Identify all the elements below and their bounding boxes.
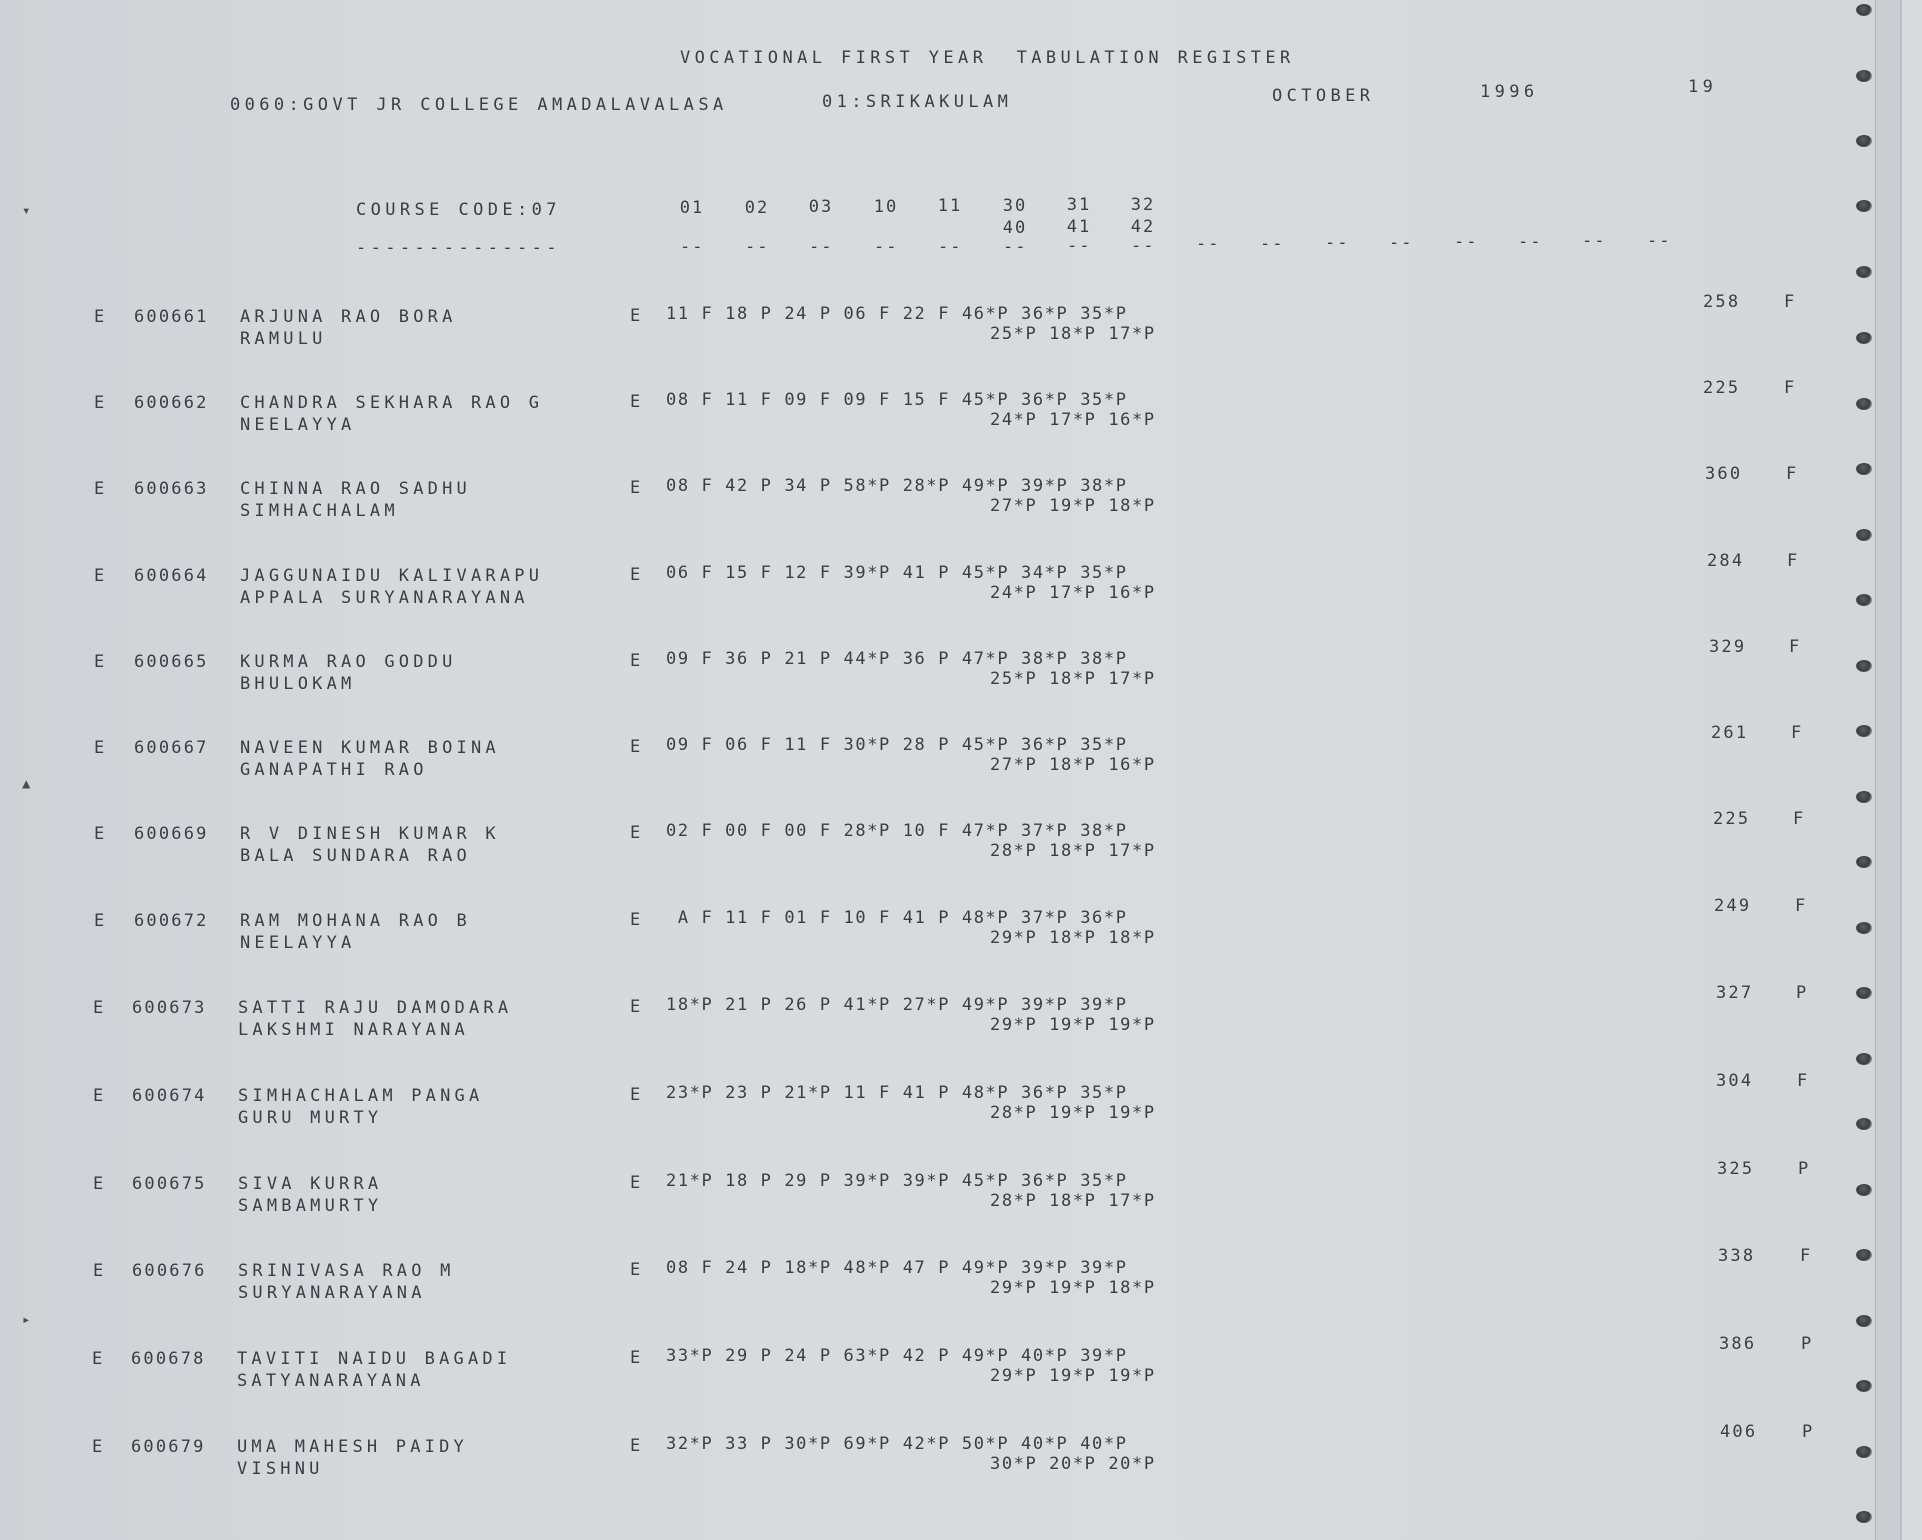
student-name: SATTI RAJU DAMODARA: [238, 998, 513, 1018]
marks-line2: 25*P 18*P 17*P: [990, 324, 1156, 344]
student-name: KURMA RAO GODDU: [240, 652, 457, 672]
student-row: [0, 1422, 1900, 1504]
course-code: COURSE CODE:07: [356, 200, 561, 220]
student-row: [0, 464, 1900, 546]
medium-code: E: [93, 1261, 106, 1281]
marks-line1: 09 F 36 P 21 P 44*P 36 P 47*P 38*P 38*P: [666, 649, 1128, 669]
subject-code-second: 42: [1130, 217, 1156, 237]
exam-medium: E: [630, 306, 643, 326]
margin-arrow-icon: ▾: [22, 203, 31, 219]
marks-line2: 29*P 19*P 19*P: [990, 1366, 1156, 1386]
feed-hole: [1856, 200, 1872, 212]
student-name: TAVITI NAIDU BAGADI: [237, 1349, 512, 1369]
student-row: [0, 378, 1900, 460]
roll-number: 600679: [131, 1437, 206, 1457]
student-row: [0, 983, 1900, 1065]
result-status: F: [1793, 809, 1806, 829]
result-status: F: [1789, 637, 1802, 657]
student-row: [0, 723, 1900, 805]
subject-code: 31: [1066, 195, 1092, 215]
roll-number: 600678: [131, 1349, 206, 1369]
column-dash: --: [745, 237, 770, 257]
marks-line1: 06 F 15 F 12 F 39*P 41 P 45*P 34*P 35*P: [666, 563, 1128, 583]
subject-code-second: 41: [1066, 217, 1092, 237]
result-status: P: [1801, 1334, 1814, 1354]
subject-code: 10: [873, 197, 899, 217]
marks-line1: 11 F 18 P 24 P 06 F 22 F 46*P 36*P 35*P: [666, 304, 1128, 324]
student-row: [0, 637, 1900, 719]
father-name: GURU MURTY: [238, 1108, 383, 1128]
subject-code: 30: [1002, 196, 1028, 216]
marks-line1: 18*P 21 P 26 P 41*P 27*P 49*P 39*P 39*P: [666, 995, 1128, 1015]
total-marks: 304: [1716, 1071, 1754, 1091]
father-name: BHULOKAM: [240, 674, 356, 694]
student-name: CHANDRA SEKHARA RAO G: [240, 393, 544, 413]
student-name: ARJUNA RAO BORA: [240, 307, 457, 327]
total-marks: 249: [1714, 896, 1752, 916]
father-name: NEELAYYA: [240, 933, 356, 953]
father-name: SATYANARAYANA: [237, 1371, 425, 1391]
exam-medium: E: [630, 1085, 643, 1105]
marks-line2: 29*P 19*P 18*P: [990, 1278, 1156, 1298]
result-status: F: [1797, 1071, 1810, 1091]
total-marks: 338: [1718, 1246, 1756, 1266]
marks-line2: 24*P 17*P 16*P: [990, 410, 1156, 430]
result-status: F: [1786, 464, 1799, 484]
result-status: F: [1800, 1246, 1813, 1266]
medium-code: E: [94, 652, 107, 672]
student-name: RAM MOHANA RAO B: [240, 911, 471, 931]
subject-code: 32: [1130, 195, 1156, 215]
exam-medium: E: [630, 823, 643, 843]
roll-number: 600665: [134, 652, 209, 672]
father-name: BALA SUNDARA RAO: [240, 846, 471, 866]
roll-number: 600672: [134, 911, 209, 931]
total-marks: 360: [1705, 464, 1743, 484]
student-name: SRINIVASA RAO M: [238, 1261, 455, 1281]
total-marks: 325: [1717, 1159, 1755, 1179]
total-marks: 329: [1709, 637, 1747, 657]
marks-line1: 08 F 11 F 09 F 09 F 15 F 45*P 36*P 35*P: [666, 390, 1128, 410]
medium-code: E: [93, 1174, 106, 1194]
medium-code: E: [94, 738, 107, 758]
marks-line2: 28*P 18*P 17*P: [990, 1191, 1156, 1211]
exam-medium: E: [630, 651, 643, 671]
student-row: [0, 1071, 1900, 1153]
medium-code: E: [93, 998, 106, 1018]
father-name: APPALA SURYANARAYANA: [240, 588, 529, 608]
feed-hole: [1856, 463, 1872, 475]
student-row: [0, 292, 1900, 374]
father-name: LAKSHMI NARAYANA: [238, 1020, 469, 1040]
subject-code: 02: [744, 198, 770, 218]
marks-line1: 09 F 06 F 11 F 30*P 28 P 45*P 36*P 35*P: [666, 735, 1128, 755]
column-dash: --: [809, 237, 834, 257]
feed-hole: [1856, 266, 1872, 278]
total-marks: 284: [1707, 551, 1745, 571]
feed-hole: [1856, 1511, 1872, 1523]
father-name: SIMHACHALAM: [240, 501, 399, 521]
father-name: RAMULU: [240, 329, 327, 349]
student-row: [0, 809, 1900, 891]
college-name: 0060:GOVT JR COLLEGE AMADALAVALASA: [230, 95, 728, 115]
marks-line1: 33*P 29 P 24 P 63*P 42 P 49*P 40*P 39*P: [666, 1346, 1128, 1366]
result-status: F: [1787, 551, 1800, 571]
exam-medium: E: [630, 1260, 643, 1280]
total-marks: 225: [1713, 809, 1751, 829]
margin-arrow-icon: ▸: [22, 1312, 31, 1328]
exam-medium: E: [630, 910, 643, 930]
total-marks: 225: [1703, 378, 1741, 398]
feed-hole: [1856, 135, 1872, 147]
marks-line2: 29*P 19*P 19*P: [990, 1015, 1156, 1035]
total-marks: 406: [1720, 1422, 1758, 1442]
student-row: [0, 1159, 1900, 1241]
feed-hole: [1856, 70, 1872, 82]
roll-number: 600661: [134, 307, 209, 327]
roll-number: 600663: [134, 479, 209, 499]
student-name: NAVEEN KUMAR BOINA: [240, 738, 500, 758]
district-name: 01:SRIKAKULAM: [822, 92, 1013, 112]
medium-code: E: [94, 307, 107, 327]
register-title: VOCATIONAL FIRST YEAR TABULATION REGISTER: [680, 48, 1295, 68]
exam-medium: E: [630, 478, 643, 498]
column-dash: --: [1389, 233, 1414, 253]
medium-code: E: [92, 1349, 105, 1369]
marks-line2: 30*P 20*P 20*P: [990, 1454, 1156, 1474]
column-dash: --: [938, 237, 963, 257]
roll-number: 600673: [132, 998, 207, 1018]
result-status: F: [1795, 896, 1808, 916]
marks-line2: 24*P 17*P 16*P: [990, 583, 1156, 603]
result-status: P: [1798, 1159, 1811, 1179]
marks-line2: 25*P 18*P 17*P: [990, 669, 1156, 689]
roll-number: 600664: [134, 566, 209, 586]
result-status: P: [1802, 1422, 1815, 1442]
marks-line1: 23*P 23 P 21*P 11 F 41 P 48*P 36*P 35*P: [666, 1083, 1128, 1103]
father-name: SURYANARAYANA: [238, 1283, 426, 1303]
column-dash: --: [1325, 233, 1350, 253]
marks-line2: 27*P 19*P 18*P: [990, 496, 1156, 516]
result-status: F: [1784, 378, 1797, 398]
column-dash: --: [1518, 232, 1543, 252]
father-name: GANAPATHI RAO: [240, 760, 428, 780]
medium-code: E: [92, 1437, 105, 1457]
marks-line1: 08 F 24 P 18*P 48*P 47 P 49*P 39*P 39*P: [666, 1258, 1128, 1278]
total-marks: 386: [1719, 1334, 1757, 1354]
column-dash: --: [1196, 234, 1221, 254]
student-name: JAGGUNAIDU KALIVARAPU: [240, 566, 544, 586]
marks-line1: 02 F 00 F 00 F 28*P 10 F 47*P 37*P 38*P: [666, 821, 1128, 841]
column-dash: --: [680, 237, 705, 257]
column-dash: --: [1260, 234, 1285, 254]
exam-medium: E: [630, 997, 643, 1017]
exam-year: 1996: [1480, 82, 1539, 102]
medium-code: E: [94, 393, 107, 413]
page-number: 19: [1688, 77, 1718, 97]
medium-code: E: [94, 824, 107, 844]
marks-line2: 29*P 18*P 18*P: [990, 928, 1156, 948]
feed-hole: [1856, 4, 1872, 16]
result-status: P: [1796, 983, 1809, 1003]
student-row: [0, 1246, 1900, 1328]
roll-number: 600669: [134, 824, 209, 844]
column-dash: --: [1067, 236, 1092, 256]
exam-medium: E: [630, 1348, 643, 1368]
student-name: R V DINESH KUMAR K: [240, 824, 500, 844]
student-name: UMA MAHESH PAIDY: [237, 1437, 468, 1457]
roll-number: 600674: [132, 1086, 207, 1106]
subject-code: 11: [937, 196, 963, 216]
result-status: F: [1784, 292, 1797, 312]
total-marks: 327: [1716, 983, 1754, 1003]
exam-month: OCTOBER: [1272, 86, 1375, 106]
medium-code: E: [94, 911, 107, 931]
subject-code-second: 40: [1002, 218, 1028, 238]
column-dash: --: [874, 237, 899, 257]
marks-line1: 32*P 33 P 30*P 69*P 42*P 50*P 40*P 40*P: [666, 1434, 1128, 1454]
exam-medium: E: [630, 565, 643, 585]
student-row: [0, 1334, 1900, 1416]
total-marks: 258: [1703, 292, 1741, 312]
marks-line2: 28*P 18*P 17*P: [990, 841, 1156, 861]
exam-medium: E: [630, 737, 643, 757]
margin-arrow-icon: ▲: [22, 776, 31, 792]
father-name: NEELAYYA: [240, 415, 356, 435]
medium-code: E: [94, 566, 107, 586]
marks-line2: 28*P 19*P 19*P: [990, 1103, 1156, 1123]
student-row: [0, 896, 1900, 978]
roll-number: 600676: [132, 1261, 207, 1281]
marks-line2: 27*P 18*P 16*P: [990, 755, 1156, 775]
father-name: VISHNU: [237, 1459, 324, 1479]
column-dash: --: [1582, 231, 1607, 251]
student-name: SIVA KURRA: [238, 1174, 383, 1194]
medium-code: E: [93, 1086, 106, 1106]
subject-code: 01: [679, 198, 705, 218]
student-name: SIMHACHALAM PANGA: [238, 1086, 484, 1106]
student-row: [0, 551, 1900, 633]
exam-medium: E: [630, 392, 643, 412]
marks-line1: A F 11 F 01 F 10 F 41 P 48*P 37*P 36*P: [666, 908, 1128, 928]
marks-line1: 21*P 18 P 29 P 39*P 39*P 45*P 36*P 35*P: [666, 1171, 1128, 1191]
roll-number: 600662: [134, 393, 209, 413]
column-dash: --: [1647, 231, 1672, 251]
course-underline: --------------: [356, 238, 561, 258]
roll-number: 600675: [132, 1174, 207, 1194]
medium-code: E: [94, 479, 107, 499]
student-name: CHINNA RAO SADHU: [240, 479, 471, 499]
roll-number: 600667: [134, 738, 209, 758]
result-status: F: [1791, 723, 1804, 743]
column-dash: --: [1131, 236, 1156, 256]
column-dash: --: [1454, 232, 1479, 252]
subject-code: 03: [808, 197, 834, 217]
total-marks: 261: [1711, 723, 1749, 743]
father-name: SAMBAMURTY: [238, 1196, 383, 1216]
marks-line1: 08 F 42 P 34 P 58*P 28*P 49*P 39*P 38*P: [666, 476, 1128, 496]
column-dash: --: [1003, 237, 1028, 257]
exam-medium: E: [630, 1436, 643, 1456]
exam-medium: E: [630, 1173, 643, 1193]
